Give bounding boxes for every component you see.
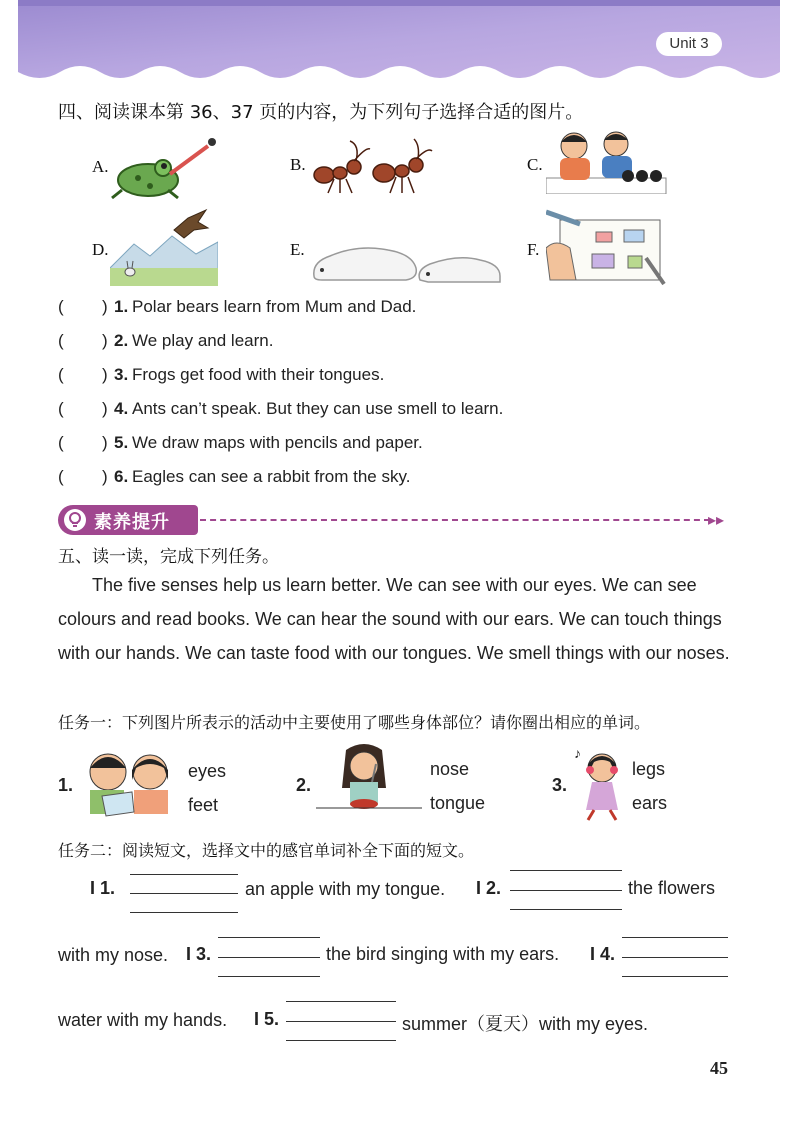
blank-guide-line xyxy=(622,937,728,938)
answer-paren-left[interactable]: ( xyxy=(58,365,64,384)
task2-text: the bird singing with my ears. xyxy=(326,944,560,964)
blank-guide-line xyxy=(218,937,320,938)
blank-number: 1. xyxy=(100,878,116,898)
answer-paren-right: ) xyxy=(102,297,108,316)
answer-blank[interactable] xyxy=(622,957,728,958)
task1-item-number: 1. xyxy=(58,775,74,795)
question-row xyxy=(58,364,558,386)
task-1-title: 任务一：下列图片所表示的活动中主要使用了哪些身体部位？请你圈出相应的单词。 xyxy=(58,713,651,732)
reading-passage: The five senses help us learn better. We can see with our eyes. We can see colours and read books. We can hear the sound with our ears. We can touch things with our hands. We can taste food with our tongues. We smell things with our noses. xyxy=(58,575,730,663)
task2-text: summer（夏天）with my eyes. xyxy=(402,1014,649,1034)
unit-badge: Unit 3 xyxy=(656,32,722,56)
pronoun: I xyxy=(90,878,96,898)
blank-number: 3. xyxy=(196,944,212,964)
girl-listening-icon xyxy=(572,744,630,822)
answer-paren-left[interactable]: ( xyxy=(58,433,64,452)
drawing-map-icon xyxy=(546,208,670,288)
answer-paren-left[interactable]: ( xyxy=(58,399,64,418)
question-number: 2. xyxy=(114,331,129,350)
question-text: Ants can’t speak. But they can use smell to learn. xyxy=(132,399,504,418)
blank-guide-line xyxy=(130,912,238,913)
option-word[interactable]: eyes xyxy=(188,761,227,781)
polar-bears-icon xyxy=(308,236,504,286)
pronoun: I xyxy=(186,944,192,964)
dashed-divider xyxy=(200,519,710,521)
question-text: Polar bears learn from Mum and Dad. xyxy=(132,297,417,316)
option-word[interactable]: feet xyxy=(188,795,219,815)
option-word[interactable]: legs xyxy=(632,759,666,779)
question-row xyxy=(58,398,618,420)
answer-paren-right: ) xyxy=(102,331,108,350)
question-number: 4. xyxy=(114,399,129,418)
question-number: 6. xyxy=(114,467,129,486)
task2-text: the flowers xyxy=(628,878,716,898)
answer-paren-right: ) xyxy=(102,433,108,452)
answer-blank[interactable] xyxy=(130,893,238,894)
frog-catching-fly-icon xyxy=(108,130,223,202)
section-4-title: 四、阅读课本第 36、37 页的内容，为下列句子选择合适的图片。 xyxy=(58,102,584,123)
answer-paren-right: ) xyxy=(102,399,108,418)
blank-guide-line xyxy=(510,870,622,871)
answer-paren-left[interactable]: ( xyxy=(58,297,64,316)
blank-guide-line xyxy=(130,874,238,875)
ants-icon xyxy=(310,135,435,197)
blank-guide-line xyxy=(622,976,728,977)
section-5-title: 五、读一读，完成下列任务。 xyxy=(58,547,279,567)
task2-text xyxy=(254,1009,279,1030)
boys-playing-icon xyxy=(546,128,671,194)
picture-label-f: F. xyxy=(527,240,540,259)
question-row xyxy=(58,296,558,318)
answer-blank[interactable] xyxy=(510,890,622,891)
picture-label-c: C. xyxy=(527,155,543,174)
task1-item-number: 2. xyxy=(296,775,312,795)
question-row xyxy=(58,330,558,352)
answer-paren-right: ) xyxy=(102,467,108,486)
task-2-title: 任务二：阅读短文，选择文中的感官单词补全下面的短文。 xyxy=(58,841,475,860)
question-number: 3. xyxy=(114,365,129,384)
task2-text: an apple with my tongue. xyxy=(245,879,446,899)
task2-text xyxy=(90,878,115,899)
eagle-rabbit-icon xyxy=(110,208,218,286)
badge-label: 素养提升 xyxy=(94,512,170,533)
svg-text:♪: ♪ xyxy=(574,745,581,761)
arrows-icon: ▸▸ xyxy=(708,512,725,529)
task1-item-number: 3. xyxy=(552,775,568,795)
answer-paren-left[interactable]: ( xyxy=(58,467,64,486)
question-text: Eagles can see a rabbit from the sky. xyxy=(132,467,411,486)
task2-text xyxy=(476,878,501,899)
kids-reading-icon xyxy=(82,746,178,818)
question-text: We draw maps with pencils and paper. xyxy=(132,433,423,452)
blank-guide-line xyxy=(218,976,320,977)
blank-guide-line xyxy=(510,909,622,910)
option-word[interactable]: tongue xyxy=(430,793,486,813)
question-number: 1. xyxy=(114,297,129,316)
pronoun: I xyxy=(590,944,596,964)
task2-text xyxy=(186,944,211,965)
picture-label-d: D. xyxy=(92,240,109,259)
question-text: Frogs get food with their tongues. xyxy=(132,365,385,384)
picture-label-e: E. xyxy=(290,240,305,259)
task2-text: with my nose. xyxy=(58,945,169,965)
question-text: We play and learn. xyxy=(132,331,274,350)
pronoun: I xyxy=(254,1009,260,1029)
option-word[interactable]: ears xyxy=(632,793,668,813)
question-number: 5. xyxy=(114,433,129,452)
pronoun: I xyxy=(476,878,482,898)
picture-label-a: A. xyxy=(92,157,109,176)
girl-eating-icon xyxy=(316,742,424,814)
lightbulb-icon xyxy=(62,508,88,532)
question-row xyxy=(58,432,558,454)
picture-label-b: B. xyxy=(290,155,306,174)
question-row xyxy=(58,466,558,488)
option-word[interactable]: nose xyxy=(430,759,470,779)
answer-blank[interactable] xyxy=(218,957,320,958)
answer-paren-left[interactable]: ( xyxy=(58,331,64,350)
blank-guide-line xyxy=(286,1040,396,1041)
task2-text: water with my hands. xyxy=(58,1010,228,1030)
task2-text xyxy=(590,944,615,965)
section-badge xyxy=(58,505,198,535)
page-number: 45 xyxy=(710,1058,728,1078)
answer-blank[interactable] xyxy=(286,1021,396,1022)
blank-number: 2. xyxy=(486,878,502,898)
blank-number: 5. xyxy=(264,1009,280,1029)
blank-guide-line xyxy=(286,1001,396,1002)
answer-paren-right: ) xyxy=(102,365,108,384)
blank-number: 4. xyxy=(600,944,616,964)
